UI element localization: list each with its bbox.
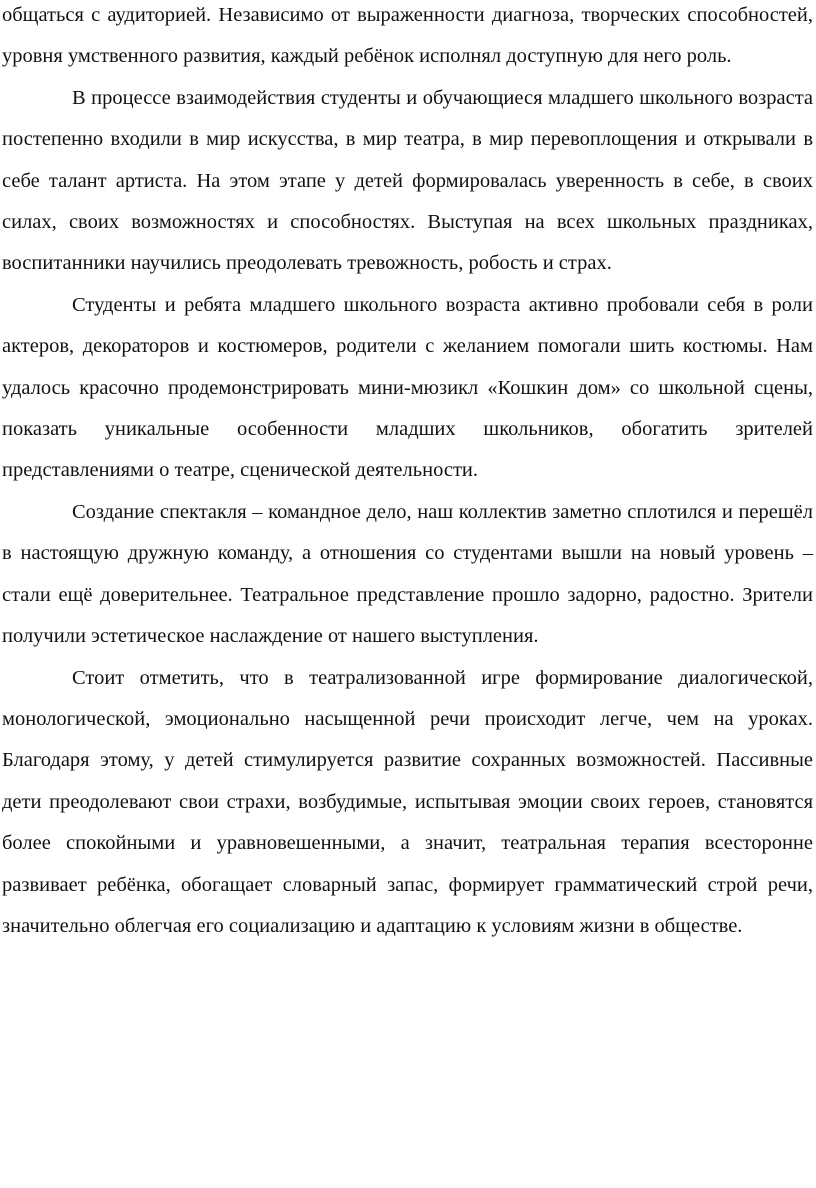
paragraph-1: общаться с аудиторией. Независимо от выраженности диагноза, творческих способностей, уровня умственного развития, каждый ребёнок исполнял доступную для него роль. — [2, 4, 813, 68]
paragraph-4: Создание спектакля – командное дело, наш коллектив заметно сплотился и перешёл в настоящую дружную команду, а отношения со студентами вышли на новый уровень – стали ещё доверительнее. Театральное представление прошло задорно, радостно. Зрители получили эстетическое наслаждение от нашего выступления. — [2, 500, 813, 648]
paragraph-2: В процессе взаимодействия студенты и обучающиеся младшего школьного возраста постепенно входили в мир искусства, в мир театра, в мир перевоплощения и открывали в себе талант артиста. На этом этапе у детей формировалась уверенность в себе, в своих силах, своих возможностях и способностях. Выступая на всех школьных праздниках, воспитанники научились преодолевать тревожность, робость и страх. — [2, 86, 813, 275]
paragraph-3: Студенты и ребята младшего школьного возраста активно пробовали себя в роли актеров, декораторов и костюмеров, родители с желанием помогали шить костюмы. Нам удалось красочно продемонстрировать мини-мюзикл «Кошкин дом» со школьной сцены, показать уникальные особенности младших школьников, обогатить зрителей представлениями о театре, сценической деятельности. — [2, 293, 813, 482]
paragraph-5: Стоит отметить, что в театрализованной игре формирование диалогической, монологической, эмоционально насыщенной речи происходит легче, чем на уроках. Благодаря этому, у детей стимулируется развитие сохранных возможностей. Пассивные дети преодолевают свои страхи, возбудимые, испытывая эмоции своих героев, становятся более спокойными и уравновешенными, а значит, театральная терапия всесторонне развивает ребёнка, обогащает словарный запас, формирует грамматический строй речи, значительно облегчая его социализацию и адаптацию к условиям жизни в обществе. — [2, 666, 813, 937]
